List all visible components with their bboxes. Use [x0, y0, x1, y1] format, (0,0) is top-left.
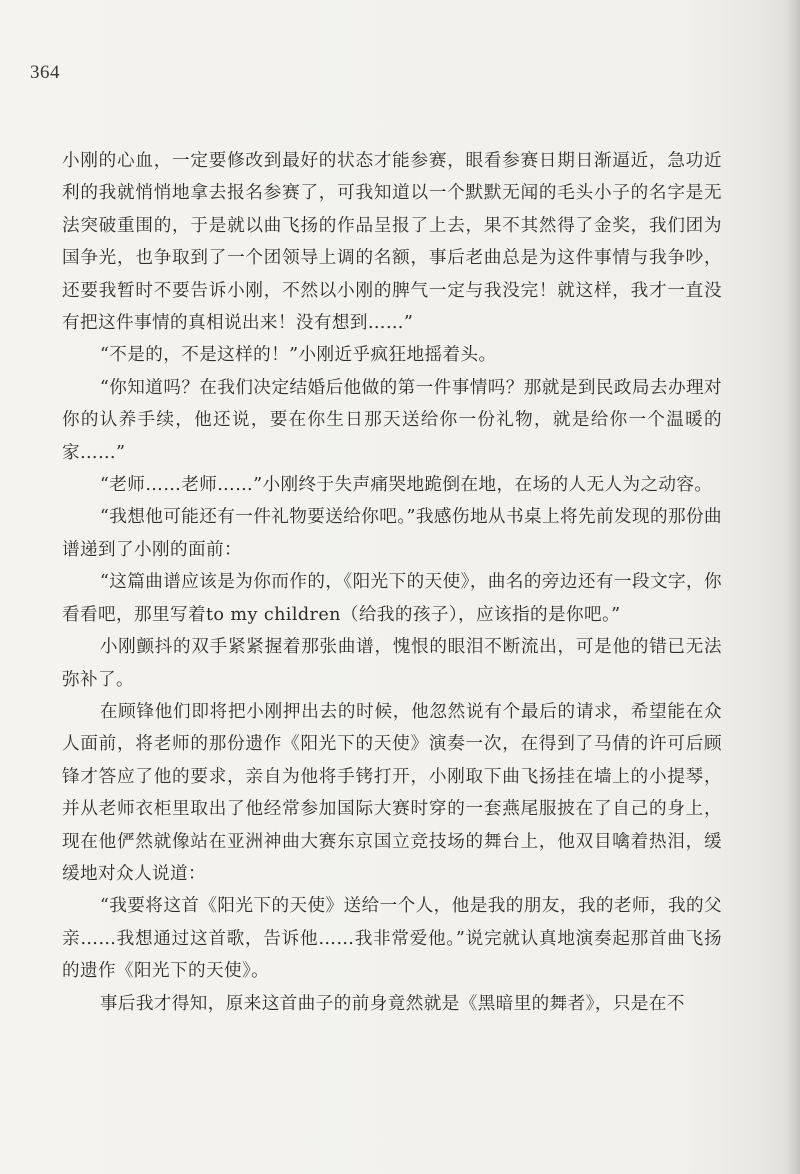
paragraph-5: “我想他可能还有一件礼物要送给你吧。”我感伤地从书桌上将先前发现的那份曲谱递到了小刚的面前： [62, 507, 722, 560]
paragraph-7: 小刚颤抖的双手紧紧握着那张曲谱，愧恨的眼泪不断流出，可是他的错已无法弥补了。 [62, 637, 722, 690]
paragraph-3: “你知道吗？在我们决定结婚后他做的第一件事情吗？那就是到民政局去办理对你的认养手续，他还说，要在你生日那天送给你一份礼物，就是给你一个温暖的家……” [62, 377, 722, 463]
page-number: 364 [30, 62, 60, 83]
paragraph-4: “老师……老师……”小刚终于失声痛哭地跪倒在地，在场的人无人为之动容。 [99, 475, 713, 496]
paragraph-10: 事后我才得知，原来这首曲子的前身竟然就是《黑暗里的舞者》，只是在不 [99, 993, 685, 1014]
paragraph-2: “不是的，不是这样的！”小刚近乎疯狂地摇着头。 [99, 345, 497, 366]
paragraph-1: 小刚的心血，一定要修改到最好的状态才能参赛，眼看参赛日期日渐逼近，急功近利的我就悄悄地拿去报名参赛了，可我知道以一个默默无闻的毛头小子的名字是无法突破重围的，于是就以曲飞扬的作品呈报了上去，果不其然得了金奖，我们团为国争光，也争取到了一个团领导上调的名额，事后老曲总是为这件事情与我争吵，还要我暂时不要告诉小刚，不然以小刚的脾气一定与我没完！就这样，我才一直没有把这件事情的真相说出来！没有想到……” [62, 151, 722, 334]
body-text [62, 145, 722, 1020]
page-gutter-shadow [786, 0, 800, 1174]
paragraph-6: “这篇曲谱应该是为你而作的，《阳光下的天使》，曲名的旁边还有一段文字，你看看吧，那里写着to my children（给我的孩子），应该指的是你吧。” [62, 572, 722, 625]
paragraph-9: “我要将这首《阳光下的天使》送给一个人，他是我的朋友，我的老师，我的父亲……我想通过这首歌，告诉他……我非常爱他。”说完就认真地演奏起那首曲飞扬的遗作《阳光下的天使》。 [62, 896, 722, 982]
paragraph-8: 在顾锋他们即将把小刚押出去的时候，他忽然说有个最后的请求，希望能在众人面前，将老师的那份遗作《阳光下的天使》演奏一次，在得到了马倩的许可后顾锋才答应了他的要求，亲自为他将手铐打开，小刚取下曲飞扬挂在墙上的小提琴，并从老师衣柜里取出了他经常参加国际大赛时穿的一套燕尾服披在了自己的身上，现在他俨然就像站在亚洲神曲大赛东京国立竞技场的舞台上，他双目噙着热泪，缓缓地对众人说道： [62, 701, 722, 884]
